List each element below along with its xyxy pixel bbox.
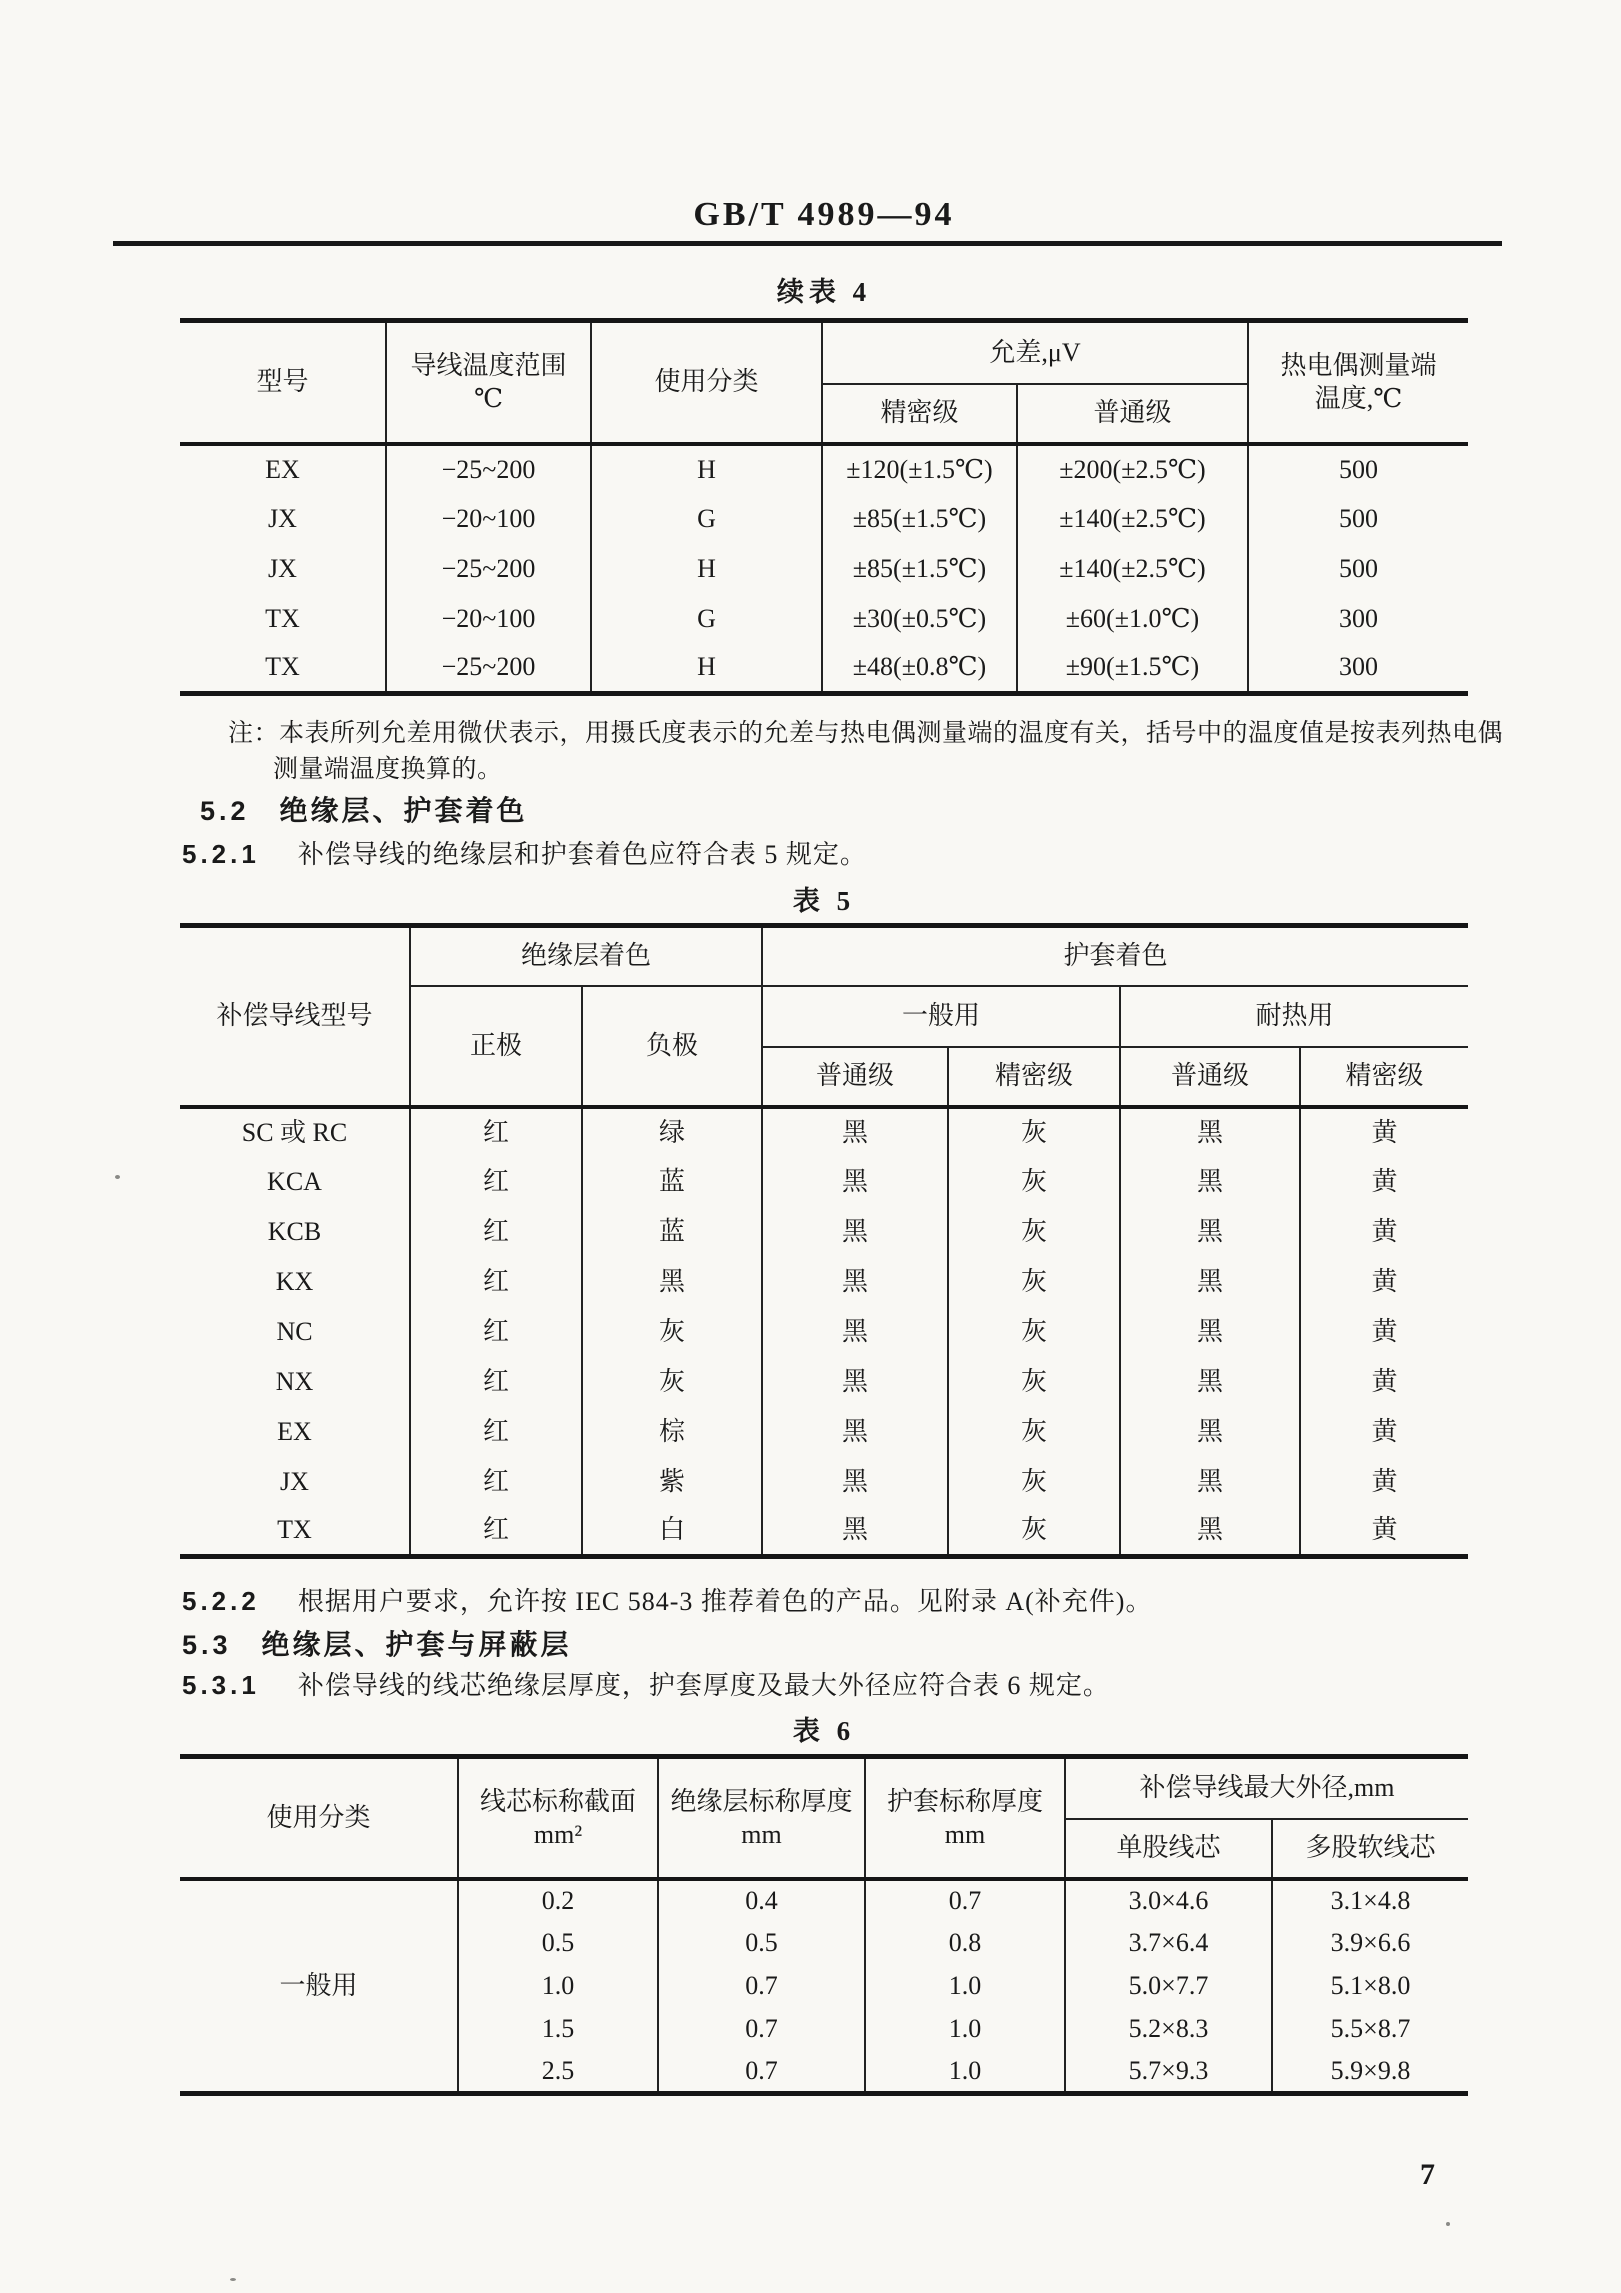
table5-cell-pos: 红 (410, 1107, 582, 1157)
table5-cell-g-prec: 灰 (948, 1457, 1120, 1507)
table4-cell-usage: H (591, 644, 822, 694)
header-rule (113, 241, 1502, 246)
table5-cell-model: NX (180, 1357, 410, 1407)
table5-row (180, 1507, 1468, 1557)
table5-cell-g-prec: 灰 (948, 1157, 1120, 1207)
table6-cell-multi: 5.1×8.0 (1272, 1965, 1468, 2008)
table5-cell-pos: 红 (410, 1157, 582, 1207)
table5-cell-pos: 红 (410, 1357, 582, 1407)
table4-header-temp-range (386, 321, 591, 444)
table5-cell-h-ord: 黑 (1120, 1207, 1300, 1257)
table4-cell-model: TX (180, 644, 386, 694)
section-5-3-1 (182, 1665, 1110, 1702)
table4-cell-model: JX (180, 494, 386, 544)
section-5-2-number: 5.2 (200, 796, 250, 826)
section-5-2-2-text: 根据用户要求，允许按 IEC 584-3 推荐着色的产品。见附录 A(补充件)。 (297, 1587, 1153, 1616)
section-5-3-1-number: 5.3.1 (182, 1670, 260, 1700)
scan-speck (230, 2278, 236, 2281)
table5-cell-g-prec: 灰 (948, 1357, 1120, 1407)
table5-cell-g-ord: 黑 (762, 1107, 948, 1157)
table4-caption: 续表 4 (776, 277, 872, 307)
table4-header-usage-class: 使用分类 (591, 321, 822, 444)
table4-cell-temp: 300 (1248, 644, 1468, 694)
scan-speck (115, 1175, 120, 1179)
table5-header-gen-precision: 精密级 (948, 1047, 1120, 1107)
table6-header-core-section-line2: mm² (533, 1819, 583, 1849)
table5-cell-h-ord: 黑 (1120, 1157, 1300, 1207)
table5-cell-pos: 红 (410, 1507, 582, 1557)
table6-cell-sheath: 0.7 (865, 1879, 1065, 1922)
table4-header-row1 (180, 321, 1468, 384)
table5-cell-h-ord: 黑 (1120, 1307, 1300, 1357)
table5-cell-g-ord: 黑 (762, 1357, 948, 1407)
table5-cell-model: JX (180, 1457, 410, 1507)
table4-cell-usage: H (591, 544, 822, 594)
table5-row (180, 1357, 1468, 1407)
table6-row (180, 1879, 1468, 1922)
table4-cell-precision: ±120(±1.5℃) (822, 444, 1017, 494)
table5-cell-h-prec: 黄 (1300, 1207, 1468, 1257)
table4-header-ordinary-grade: 普通级 (1017, 384, 1248, 444)
table6-dimensions (180, 1754, 1468, 2096)
section-5-2-2 (182, 1581, 1152, 1618)
section-5-3-number: 5.3 (182, 1630, 232, 1660)
table4-cell-precision: ±85(±1.5℃) (822, 494, 1017, 544)
table6-cell-sheath: 1.0 (865, 2008, 1065, 2051)
table4-cell-usage: G (591, 494, 822, 544)
section-5-2-1-number: 5.2.1 (182, 839, 260, 869)
table6-cell-ins: 0.5 (658, 1922, 865, 1965)
table5-cell-g-ord: 黑 (762, 1307, 948, 1357)
table6-cell-section: 0.2 (458, 1879, 658, 1922)
table4-header-model: 型号 (180, 321, 386, 444)
table6-header-max-od: 补偿导线最大外径,mm (1065, 1757, 1468, 1819)
table6-cell-multi: 5.5×8.7 (1272, 2008, 1468, 2051)
table5-cell-g-prec: 灰 (948, 1207, 1120, 1257)
table5-cell-h-prec: 黄 (1300, 1507, 1468, 1557)
table4-cell-model: JX (180, 544, 386, 594)
table6-cell-section: 2.5 (458, 2051, 658, 2094)
table5-cell-h-ord: 黑 (1120, 1107, 1300, 1157)
section-5-2-2-number: 5.2.2 (182, 1586, 260, 1616)
table4-continued (180, 318, 1468, 696)
table4-cell-ordinary: ±90(±1.5℃) (1017, 644, 1248, 694)
table4-note-line2: 测量端温度换算的。 (273, 756, 503, 783)
table4-cell-temp: 500 (1248, 494, 1468, 544)
table6-cell-single: 5.7×9.3 (1065, 2051, 1272, 2094)
table5-row (180, 1307, 1468, 1357)
table5-cell-pos: 红 (410, 1457, 582, 1507)
table5-row (180, 1207, 1468, 1257)
table4-cell-ordinary: ±140(±2.5℃) (1017, 494, 1248, 544)
table6-cell-ins: 0.7 (658, 2008, 865, 2051)
table5-header-heat-ordinary: 普通级 (1120, 1047, 1300, 1107)
table5-cell-g-prec: 灰 (948, 1307, 1120, 1357)
table5-cell-pos: 红 (410, 1207, 582, 1257)
table6-cell-section: 1.5 (458, 2008, 658, 2051)
table4-row (180, 594, 1468, 644)
table5-header-general-use: 一般用 (762, 986, 1120, 1047)
table6-cell-ins: 0.7 (658, 2051, 865, 2094)
table5-cell-neg: 灰 (582, 1307, 762, 1357)
section-5-3-heading (182, 1623, 572, 1663)
table6-header-insulation-thickness (658, 1757, 865, 1879)
table5-cell-h-ord: 黑 (1120, 1357, 1300, 1407)
table5-cell-g-prec: 灰 (948, 1407, 1120, 1457)
table4-header-junction-line2: 温度,℃ (1314, 384, 1403, 414)
standard-number-title: GB/T 4989—94 (693, 196, 955, 233)
section-5-2-1-text: 补偿导线的绝缘层和护套着色应符合表 5 规定。 (297, 840, 867, 869)
table5-header-positive: 正极 (410, 986, 582, 1107)
table4-cell-usage: H (591, 444, 822, 494)
table4-cell-temp: 500 (1248, 544, 1468, 594)
table6-caption: 表 6 (792, 1716, 856, 1746)
table5-cell-pos: 红 (410, 1257, 582, 1307)
table6-header-core-section-line1: 线芯标称截面 (479, 1786, 636, 1816)
table5-row (180, 1257, 1468, 1307)
table6-header-usage-class: 使用分类 (180, 1757, 458, 1879)
table5-header-heat-precision: 精密级 (1300, 1047, 1468, 1107)
section-5-2-heading (200, 789, 528, 829)
table6-group-label: 一般用 (180, 1879, 458, 2094)
table6-cell-section: 0.5 (458, 1922, 658, 1965)
table5-cell-neg: 黑 (582, 1257, 762, 1307)
table4-cell-temp: 500 (1248, 444, 1468, 494)
table4-header-junction-temp (1248, 321, 1468, 444)
table6-cell-multi: 3.9×6.6 (1272, 1922, 1468, 1965)
table6-cell-section: 1.0 (458, 1965, 658, 2008)
table5-cell-model: KCA (180, 1157, 410, 1207)
table4-note-line1: 注：本表所列允差用微伏表示，用摄氏度表示的允差与热电偶测量端的温度有关，括号中的温度值是按表列热电偶 (228, 720, 1504, 747)
table5-cell-model: TX (180, 1507, 410, 1557)
table6-cell-multi: 3.1×4.8 (1272, 1879, 1468, 1922)
table4-header-precision-grade: 精密级 (822, 384, 1017, 444)
table6-cell-single: 5.0×7.7 (1065, 1965, 1272, 2008)
table5-cell-neg: 蓝 (582, 1157, 762, 1207)
table5-header-row1 (180, 926, 1468, 986)
table6-cell-sheath: 1.0 (865, 1965, 1065, 2008)
table4-row (180, 544, 1468, 594)
table4-cell-range: −25~200 (386, 644, 591, 694)
table5-header-negative: 负极 (582, 986, 762, 1107)
table5-cell-g-ord: 黑 (762, 1457, 948, 1507)
table5-cell-pos: 红 (410, 1407, 582, 1457)
table6-cell-sheath: 0.8 (865, 1922, 1065, 1965)
table4-cell-model: EX (180, 444, 386, 494)
table5-row (180, 1157, 1468, 1207)
table4-row (180, 644, 1468, 694)
table4-header-temp-range-line1: 导线温度范围 (410, 351, 567, 381)
table6-cell-ins: 0.4 (658, 1879, 865, 1922)
table5-cell-pos: 红 (410, 1307, 582, 1357)
table6-cell-single: 5.2×8.3 (1065, 2008, 1272, 2051)
table5-row (180, 1457, 1468, 1507)
table5-cell-h-prec: 黄 (1300, 1257, 1468, 1307)
table5-cell-neg: 蓝 (582, 1207, 762, 1257)
table5-cell-model: KCB (180, 1207, 410, 1257)
table5-row (180, 1107, 1468, 1157)
table5-cell-neg: 灰 (582, 1357, 762, 1407)
table4-cell-precision: ±30(±0.5℃) (822, 594, 1017, 644)
table4-cell-usage: G (591, 594, 822, 644)
table6-header-sheath-thickness (865, 1757, 1065, 1879)
table5-cell-g-ord: 黑 (762, 1507, 948, 1557)
table5-cell-h-prec: 黄 (1300, 1107, 1468, 1157)
table6-header-sheath-line2: mm (944, 1819, 986, 1849)
table5-cell-h-prec: 黄 (1300, 1307, 1468, 1357)
table4-header-junction-line1: 热电偶测量端 (1280, 351, 1437, 381)
table6-cell-single: 3.7×6.4 (1065, 1922, 1272, 1965)
table5-cell-neg: 白 (582, 1507, 762, 1557)
table5-cell-model: KX (180, 1257, 410, 1307)
table4-cell-range: −25~200 (386, 444, 591, 494)
table5-cell-h-prec: 黄 (1300, 1357, 1468, 1407)
table5-header-model: 补偿导线型号 (180, 926, 410, 1107)
table6-cell-ins: 0.7 (658, 1965, 865, 2008)
table4-cell-precision: ±85(±1.5℃) (822, 544, 1017, 594)
table5-header-gen-ordinary: 普通级 (762, 1047, 948, 1107)
table4-row (180, 444, 1468, 494)
table4-cell-range: −20~100 (386, 594, 591, 644)
page-number: 7 (1420, 2158, 1435, 2191)
table5-cell-neg: 绿 (582, 1107, 762, 1157)
table4-row (180, 494, 1468, 544)
table5-caption: 表 5 (792, 886, 856, 916)
table5-cell-neg: 棕 (582, 1407, 762, 1457)
table5-cell-g-prec: 灰 (948, 1507, 1120, 1557)
table5-cell-h-ord: 黑 (1120, 1457, 1300, 1507)
table5-cell-g-prec: 灰 (948, 1257, 1120, 1307)
table5-cell-h-prec: 黄 (1300, 1407, 1468, 1457)
section-5-3-text: 绝缘层、护套与屏蔽层 (261, 1630, 572, 1661)
table5-cell-h-ord: 黑 (1120, 1257, 1300, 1307)
table5-cell-g-ord: 黑 (762, 1407, 948, 1457)
table6-header-core-section (458, 1757, 658, 1879)
table6-cell-single: 3.0×4.6 (1065, 1879, 1272, 1922)
table4-cell-temp: 300 (1248, 594, 1468, 644)
table6-header-sheath-line1: 护套标称厚度 (886, 1786, 1043, 1816)
table6-cell-sheath: 1.0 (865, 2051, 1065, 2094)
table4-cell-range: −25~200 (386, 544, 591, 594)
table5-header-heat-resistant: 耐热用 (1120, 986, 1468, 1047)
table6-header-insulation-line1: 绝缘层标称厚度 (670, 1786, 853, 1816)
table5-cell-g-ord: 黑 (762, 1157, 948, 1207)
table6-header-insulation-line2: mm (741, 1819, 782, 1849)
section-5-2-text: 绝缘层、护套着色 (279, 796, 528, 827)
table4-cell-precision: ±48(±0.8℃) (822, 644, 1017, 694)
table5-cell-h-ord: 黑 (1120, 1507, 1300, 1557)
table4-cell-range: −20~100 (386, 494, 591, 544)
table4-header-tolerance: 允差,μV (822, 321, 1248, 384)
table5-cell-g-ord: 黑 (762, 1207, 948, 1257)
table5-cell-neg: 紫 (582, 1457, 762, 1507)
table5-cell-h-prec: 黄 (1300, 1157, 1468, 1207)
table4-cell-ordinary: ±60(±1.0℃) (1017, 594, 1248, 644)
table5-row (180, 1407, 1468, 1457)
table5-cell-h-ord: 黑 (1120, 1407, 1300, 1457)
section-5-2-1 (182, 834, 867, 871)
table5-cell-model: NC (180, 1307, 410, 1357)
table6-header-multi-core: 多股软线芯 (1272, 1819, 1468, 1879)
table5-cell-h-prec: 黄 (1300, 1457, 1468, 1507)
table5-cell-model: SC 或 RC (180, 1107, 410, 1157)
table5-cell-model: EX (180, 1407, 410, 1457)
table6-header-row1 (180, 1757, 1468, 1819)
table5-cell-g-ord: 黑 (762, 1257, 948, 1307)
scan-speck (1446, 2222, 1450, 2226)
table4-header-temp-range-line2: ℃ (473, 384, 504, 414)
table5-header-sheath-color: 护套着色 (762, 926, 1468, 986)
table4-cell-ordinary: ±140(±2.5℃) (1017, 544, 1248, 594)
table5-coloring (180, 923, 1468, 1559)
table5-cell-g-prec: 灰 (948, 1107, 1120, 1157)
table6-header-single-core: 单股线芯 (1065, 1819, 1272, 1879)
table4-cell-model: TX (180, 594, 386, 644)
table5-header-insulation-color: 绝缘层着色 (410, 926, 762, 986)
section-5-3-1-text: 补偿导线的线芯绝缘层厚度，护套厚度及最大外径应符合表 6 规定。 (297, 1671, 1110, 1700)
table4-cell-ordinary: ±200(±2.5℃) (1017, 444, 1248, 494)
table6-cell-multi: 5.9×9.8 (1272, 2051, 1468, 2094)
